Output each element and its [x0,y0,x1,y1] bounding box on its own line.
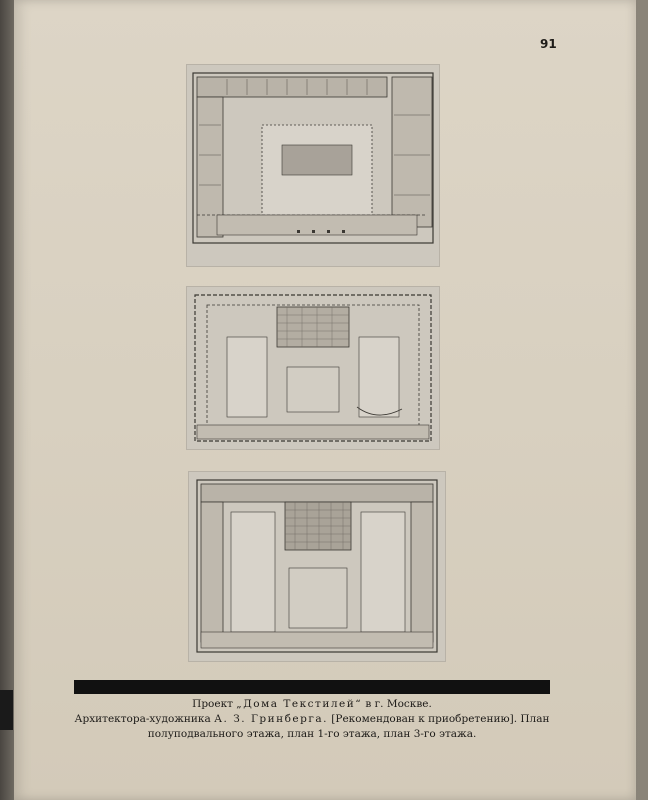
floor-plan-third [188,471,446,662]
caption-line-3: полуподвального этажа, план 1-го этажа, план 3-го этажа. [147,728,477,740]
facing-page-mark [0,690,13,730]
floor-plan-first [186,286,440,450]
page-number: 91 [540,37,557,51]
caption-line-2-suffix: [Рекомендован к приобретению]. План [327,713,550,725]
caption-author: А. З. Гринберга. [214,713,328,725]
caption-line-2 [70,712,554,727]
caption-line-1 [70,697,554,712]
book-spine [0,0,14,800]
caption-line-2-prefix: Архитектора-художника [74,713,215,725]
floor-plan-basement [186,64,440,267]
figure-caption [70,697,554,742]
caption-line-1-prefix: Проект [192,698,237,710]
caption-rule [74,680,550,694]
caption-line-1-suffix: в г. Москве. [362,698,432,710]
caption-project-title: „Дома Текстилей“ [236,698,363,710]
